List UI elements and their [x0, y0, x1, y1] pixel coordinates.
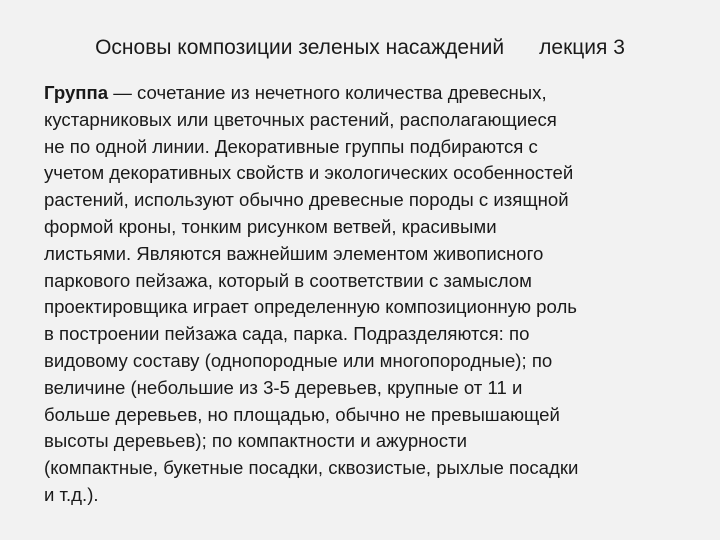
body-line: не по одной линии. Декоративные группы подбираются с [44, 135, 538, 157]
body-line: величине (небольшие из 3-5 деревьев, крупные от 11 и [44, 376, 523, 398]
body-line: и т.д.). [44, 483, 99, 505]
body-line: формой кроны, тонким рисунком ветвей, красивыми [44, 215, 497, 237]
body-line: проектировщика играет определенную композиционную роль [44, 296, 577, 318]
body-line [44, 80, 684, 107]
body-line: кустарниковых или цветочных растений, располагающиеся [44, 108, 557, 130]
body-line: в построении пейзажа сада, парка. Подразделяются: по [44, 323, 530, 345]
defined-term: Группа [44, 82, 109, 103]
body-line: видовому составу (однопородные или многопородные); по [44, 349, 553, 371]
body-line: больше деревьев, но площадью, обычно не превышающей [44, 403, 560, 425]
slide-title: Основы композиции зеленых насаждений лекция 3 [95, 36, 625, 59]
body-line: паркового пейзажа, который в соответствии с замыслом [44, 269, 532, 291]
slide-body [44, 80, 684, 509]
body-line: высоты деревьев); по компактности и ажурности [44, 430, 467, 452]
body-line: (компактные, букетные посадки, сквозистые, рыхлые посадки [44, 457, 579, 479]
body-line: учетом декоративных свойств и экологических особенностей [44, 162, 574, 184]
definition-text: — сочетание из нечетного количества древесных, [108, 82, 547, 103]
body-line: растений, используют обычно древесные породы с изящной [44, 189, 569, 211]
body-line: листьями. Являются важнейшим элементом живописного [44, 242, 544, 264]
